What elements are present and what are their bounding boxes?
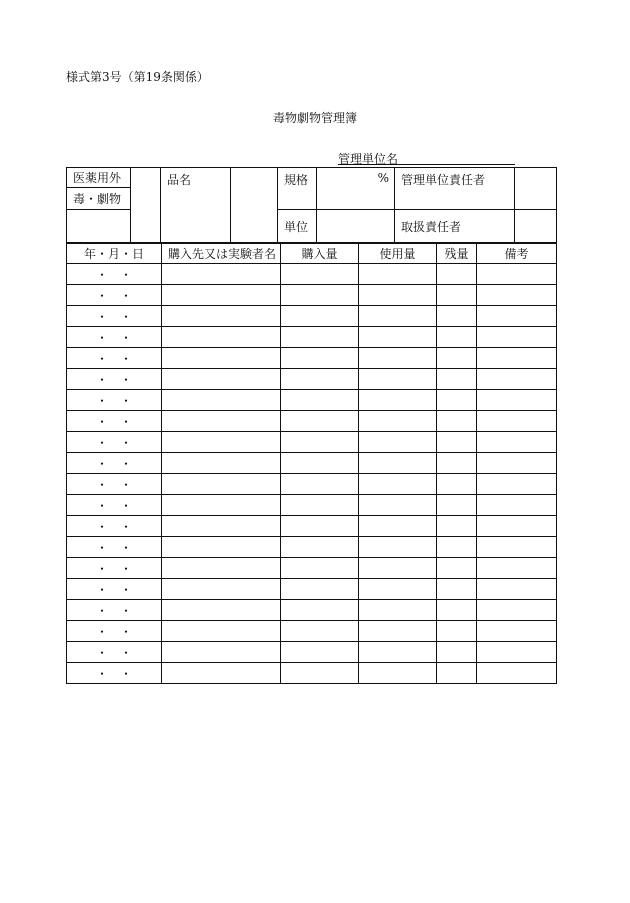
supplier-cell — [162, 411, 281, 432]
purchase-qty-cell — [281, 348, 359, 369]
remarks-cell — [477, 642, 557, 663]
table-row — [67, 474, 557, 495]
date-cell: ・ ・ — [67, 285, 162, 306]
usage-qty-cell — [359, 390, 437, 411]
supplier-cell — [162, 348, 281, 369]
usage-qty-cell — [359, 558, 437, 579]
remarks-cell — [477, 432, 557, 453]
purchase-qty-cell — [281, 369, 359, 390]
purchase-qty-cell — [281, 516, 359, 537]
date-cell: ・ ・ — [67, 474, 162, 495]
purchase-qty-cell — [281, 390, 359, 411]
purchase-qty-cell — [281, 579, 359, 600]
table-row — [67, 390, 557, 411]
table-row — [67, 369, 557, 390]
date-cell: ・ ・ — [67, 369, 162, 390]
remarks-cell — [477, 348, 557, 369]
table-row — [67, 432, 557, 453]
date-cell: ・ ・ — [67, 579, 162, 600]
purchase-qty-cell — [281, 474, 359, 495]
remarks-cell — [477, 264, 557, 285]
supplier-cell — [162, 621, 281, 642]
remaining-cell — [437, 663, 477, 684]
supplier-cell — [162, 474, 281, 495]
table-row — [67, 537, 557, 558]
date-cell: ・ ・ — [67, 453, 162, 474]
supplier-cell — [162, 663, 281, 684]
supplier-cell — [162, 432, 281, 453]
header-info-table — [66, 167, 557, 244]
date-cell: ・ ・ — [67, 327, 162, 348]
usage-qty-cell — [359, 285, 437, 306]
category-blank-cell — [67, 210, 131, 244]
usage-qty-cell — [359, 474, 437, 495]
remarks-cell — [477, 600, 557, 621]
remaining-cell — [437, 264, 477, 285]
table-row — [67, 516, 557, 537]
remaining-cell — [437, 621, 477, 642]
usage-qty-cell — [359, 621, 437, 642]
table-row — [67, 306, 557, 327]
table-row — [67, 327, 557, 348]
usage-qty-cell — [359, 348, 437, 369]
purchase-qty-cell — [281, 327, 359, 348]
remarks-cell — [477, 537, 557, 558]
unit-name-label: 管理単位名 — [338, 152, 399, 166]
usage-qty-cell — [359, 327, 437, 348]
table-row — [67, 621, 557, 642]
supplier-cell — [162, 453, 281, 474]
usage-qty-cell — [359, 453, 437, 474]
remarks-cell — [477, 621, 557, 642]
purchase-qty-cell — [281, 642, 359, 663]
table-row — [67, 348, 557, 369]
remarks-cell — [477, 369, 557, 390]
category-top-cell: 医薬用外 — [67, 168, 131, 188]
document-title: 毒物劇物管理簿 — [272, 111, 357, 125]
manager-value-cell — [515, 168, 557, 210]
table-row — [67, 495, 557, 516]
usage-qty-cell — [359, 369, 437, 390]
date-cell: ・ ・ — [67, 348, 162, 369]
date-cell: ・ ・ — [67, 537, 162, 558]
date-cell: ・ ・ — [67, 642, 162, 663]
purchase-qty-cell — [281, 285, 359, 306]
table-row — [67, 663, 557, 684]
remarks-cell — [477, 474, 557, 495]
remaining-cell — [437, 600, 477, 621]
remaining-cell — [437, 642, 477, 663]
usage-qty-cell — [359, 537, 437, 558]
date-cell: ・ ・ — [67, 663, 162, 684]
table-row — [67, 264, 557, 285]
category-value-cell — [131, 168, 161, 244]
usage-qty-cell — [359, 642, 437, 663]
remaining-cell — [437, 474, 477, 495]
column-header-purchase-qty: 購入量 — [281, 243, 359, 264]
supplier-cell — [162, 642, 281, 663]
table-row — [67, 453, 557, 474]
column-header-remarks: 備考 — [477, 243, 557, 264]
remaining-cell — [437, 285, 477, 306]
unit-value-cell — [317, 210, 395, 244]
usage-qty-cell — [359, 600, 437, 621]
spec-label-cell: 規格 — [278, 168, 317, 210]
date-cell: ・ ・ — [67, 558, 162, 579]
remaining-cell — [437, 306, 477, 327]
usage-qty-cell — [359, 264, 437, 285]
supplier-cell — [162, 579, 281, 600]
remaining-cell — [437, 516, 477, 537]
table-row — [67, 558, 557, 579]
table-row — [67, 600, 557, 621]
purchase-qty-cell — [281, 306, 359, 327]
purchase-qty-cell — [281, 537, 359, 558]
supplier-cell — [162, 390, 281, 411]
table-row — [67, 285, 557, 306]
purchase-qty-cell — [281, 663, 359, 684]
date-cell: ・ ・ — [67, 390, 162, 411]
column-header-date: 年・月・日 — [67, 243, 162, 264]
remarks-cell — [477, 579, 557, 600]
supplier-cell — [162, 285, 281, 306]
remarks-cell — [477, 285, 557, 306]
usage-qty-cell — [359, 306, 437, 327]
purchase-qty-cell — [281, 411, 359, 432]
handler-value-cell — [515, 210, 557, 244]
management-log-table — [66, 242, 557, 684]
supplier-cell — [162, 537, 281, 558]
date-cell: ・ ・ — [67, 306, 162, 327]
table-row — [67, 642, 557, 663]
usage-qty-cell — [359, 411, 437, 432]
column-header-usage-qty: 使用量 — [359, 243, 437, 264]
purchase-qty-cell — [281, 453, 359, 474]
usage-qty-cell — [359, 432, 437, 453]
purchase-qty-cell — [281, 495, 359, 516]
remarks-cell — [477, 306, 557, 327]
remaining-cell — [437, 411, 477, 432]
date-cell: ・ ・ — [67, 600, 162, 621]
remaining-cell — [437, 495, 477, 516]
remaining-cell — [437, 327, 477, 348]
date-cell: ・ ・ — [67, 411, 162, 432]
form-number: 様式第3号（第19条関係） — [66, 70, 209, 84]
date-cell: ・ ・ — [67, 264, 162, 285]
purchase-qty-cell — [281, 558, 359, 579]
remarks-cell — [477, 663, 557, 684]
product-name-label-cell: 品名 — [161, 168, 231, 244]
purchase-qty-cell — [281, 621, 359, 642]
remaining-cell — [437, 453, 477, 474]
supplier-cell — [162, 558, 281, 579]
supplier-cell — [162, 495, 281, 516]
remarks-cell — [477, 558, 557, 579]
remarks-cell — [477, 453, 557, 474]
supplier-cell — [162, 327, 281, 348]
usage-qty-cell — [359, 663, 437, 684]
log-table-body — [67, 264, 557, 684]
remaining-cell — [437, 369, 477, 390]
remaining-cell — [437, 432, 477, 453]
purchase-qty-cell — [281, 432, 359, 453]
table-row — [67, 411, 557, 432]
remarks-cell — [477, 411, 557, 432]
spec-percent-cell: % — [317, 168, 395, 210]
table-row — [67, 579, 557, 600]
remarks-cell — [477, 495, 557, 516]
remaining-cell — [437, 390, 477, 411]
unit-name-blank-line — [338, 164, 515, 165]
supplier-cell — [162, 369, 281, 390]
date-cell: ・ ・ — [67, 516, 162, 537]
supplier-cell — [162, 516, 281, 537]
supplier-cell — [162, 306, 281, 327]
remarks-cell — [477, 516, 557, 537]
remaining-cell — [437, 537, 477, 558]
remaining-cell — [437, 348, 477, 369]
supplier-cell — [162, 264, 281, 285]
remarks-cell — [477, 327, 557, 348]
column-header-supplier: 購入先又は実験者名 — [162, 243, 281, 264]
date-cell: ・ ・ — [67, 495, 162, 516]
date-cell: ・ ・ — [67, 621, 162, 642]
date-cell: ・ ・ — [67, 432, 162, 453]
supplier-cell — [162, 600, 281, 621]
product-name-value-cell — [231, 168, 278, 244]
unit-label-cell: 単位 — [278, 210, 317, 244]
remarks-cell — [477, 390, 557, 411]
remaining-cell — [437, 558, 477, 579]
purchase-qty-cell — [281, 264, 359, 285]
category-bottom-cell: 毒・劇物 — [67, 188, 131, 210]
remaining-cell — [437, 579, 477, 600]
usage-qty-cell — [359, 516, 437, 537]
purchase-qty-cell — [281, 600, 359, 621]
manager-label-cell: 管理単位責任者 — [395, 168, 515, 210]
column-header-remaining: 残量 — [437, 243, 477, 264]
usage-qty-cell — [359, 579, 437, 600]
usage-qty-cell — [359, 495, 437, 516]
handler-label-cell: 取扱責任者 — [395, 210, 515, 244]
